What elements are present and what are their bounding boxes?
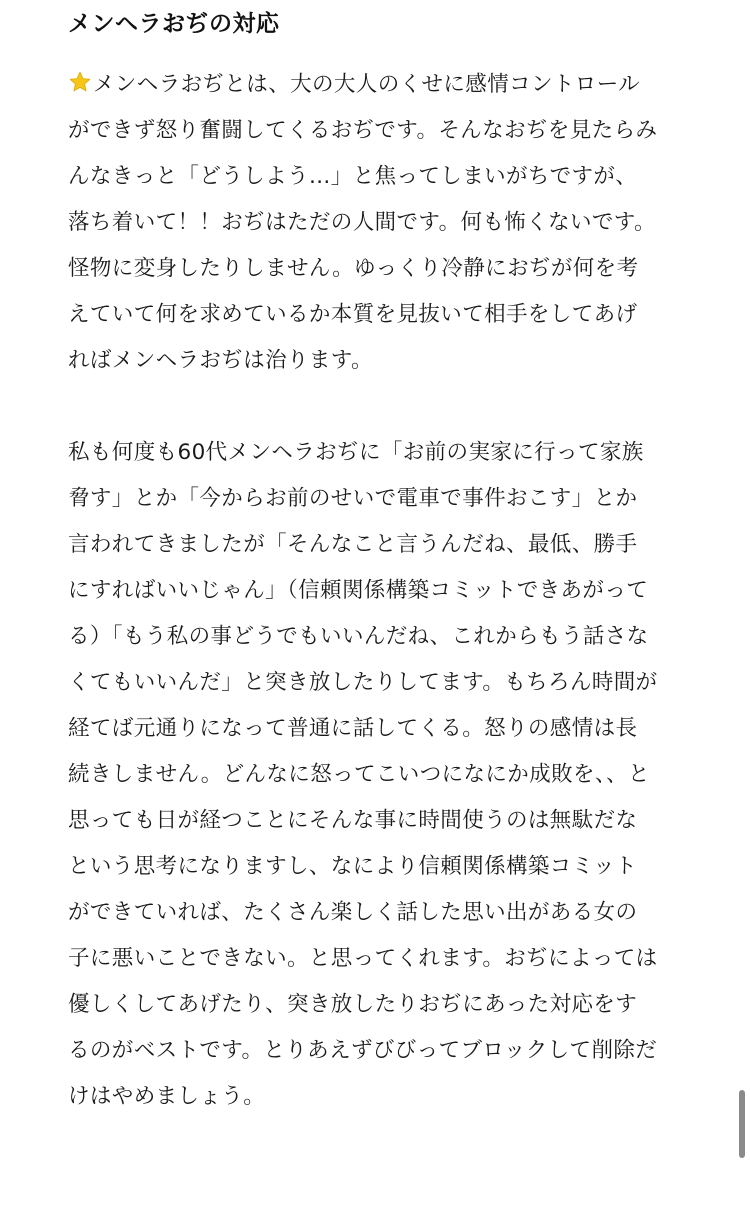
article: [68, 0, 658, 1120]
paragraph-definition: [68, 62, 658, 384]
star-icon: [68, 70, 92, 94]
paragraph-definition-text: メンヘラおぢとは、大の大人のくせに感情コントロールができず怒り奮闘してくるおぢです。そんなおぢを見たらみんなきっと「どうしよう…」と焦ってしまいがちですが、落ち着いて！！おぢはただの人間です。何も怖くないです。怪物に変身したりしません。ゆっくり冷静におぢが何を考えていて何を求めているか本質を見抜いて相手をしてあげればメンヘラおぢは治ります。: [68, 72, 658, 373]
section-heading: メンヘラおぢの対応: [68, 11, 280, 37]
paragraph-experience: [68, 430, 658, 1120]
paragraph-experience-text: 私も何度も60代メンヘラおぢに「お前の実家に行って家族脅す」とか「今からお前のせいで電車で事件おこす」とか言われてきましたが「そんなこと言うんだね、最低、勝手にすればいいじゃん」（信頼関係構築コミットできあがってる）「もう私の事どうでもいいんだね、これからもう話さなくてもいいんだ」と突き放したりしてます。もちろん時間が経てば元通りになって普通に話してくる。怒りの感情は長続きしません。どんなに怒ってこいつになにか成敗を、、と思っても日が経つことにそんな事に時間使うのは無駄だなという思考になりますし、なにより信頼関係構築コミットができていれば、たくさん楽しく話した思い出がある女の子に悪いことできない。と思ってくれます。おぢによっては優しくしてあげたり、突き放したりおぢにあった対応をするのがベストです。とりあえずびびってブロックして削除だけはやめましょう。: [68, 440, 658, 1109]
scrollbar-thumb[interactable]: [739, 1090, 745, 1158]
scrollbar[interactable]: [737, 0, 745, 1227]
